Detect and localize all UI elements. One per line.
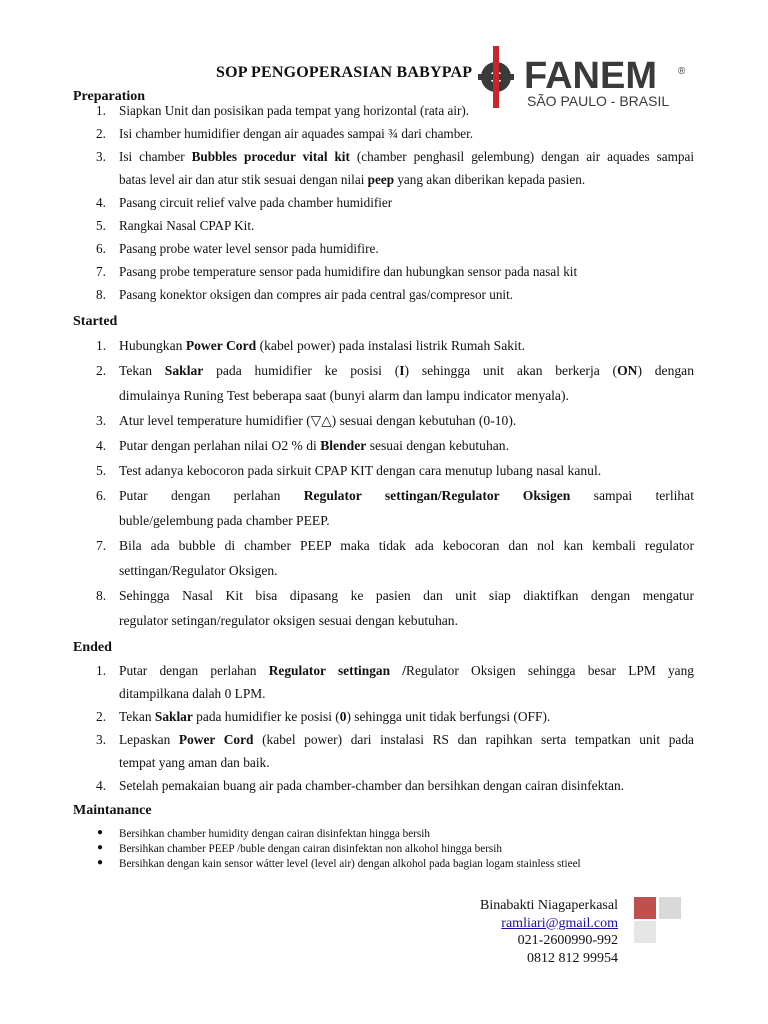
text-run: ) sehingga unit tidak berfungsi (OFF). bbox=[346, 709, 551, 724]
bold-term: Regulator settingan bbox=[268, 663, 391, 678]
step-line bbox=[119, 264, 694, 287]
started-list bbox=[0, 338, 768, 638]
bold-term: Power Cord bbox=[185, 338, 257, 353]
started-step bbox=[0, 338, 768, 363]
text-run: Putar dengan perlahan bbox=[119, 663, 269, 678]
step-text bbox=[119, 463, 694, 488]
step-text bbox=[119, 195, 694, 218]
text-run: sampai terlihat bbox=[570, 488, 694, 503]
bullet-icon: ● bbox=[97, 842, 104, 853]
maintenance-text: Bersihkan chamber PEEP /buble dengan cairan disinfektan non alkohol hingga bersih bbox=[119, 843, 502, 855]
phone-mobile: 0812 812 99954 bbox=[527, 950, 618, 966]
step-text bbox=[119, 413, 694, 438]
ended-step bbox=[0, 778, 768, 801]
step-line bbox=[119, 438, 694, 463]
step-line bbox=[119, 363, 694, 388]
step-text bbox=[119, 218, 694, 241]
text-run: Tekan bbox=[119, 709, 155, 724]
document-title: SOP PENGOPERASIAN BABYPAP bbox=[216, 64, 473, 81]
step-number: 5. bbox=[96, 463, 107, 478]
preparation-step bbox=[0, 103, 768, 126]
heading-maintenance: Maintanance bbox=[73, 803, 152, 818]
step-line bbox=[119, 778, 694, 801]
bold-term: Power Cord bbox=[178, 732, 254, 747]
text-run: ) sehingga unit akan berkerja ( bbox=[404, 363, 618, 378]
phone-office: 021-2600990-992 bbox=[517, 933, 618, 948]
step-line bbox=[119, 513, 694, 538]
step-line bbox=[119, 172, 694, 195]
text-run: Regulator Oksigen sehingga besar LPM yang bbox=[406, 663, 694, 678]
step-number: 2. bbox=[96, 363, 107, 378]
step-line bbox=[119, 195, 694, 218]
text-run: Hubungkan bbox=[119, 338, 186, 353]
maintenance-text: Bersihkan chamber humidity dengan cairan disinfektan hingga bersih bbox=[119, 828, 430, 840]
started-step bbox=[0, 488, 768, 538]
step-text bbox=[119, 663, 694, 709]
step-number: 5. bbox=[96, 218, 106, 233]
step-text bbox=[119, 264, 694, 287]
started-step bbox=[0, 538, 768, 588]
step-number: 1. bbox=[96, 663, 107, 678]
bullet-icon: ● bbox=[97, 827, 104, 838]
step-number: 7. bbox=[96, 264, 106, 279]
step-line bbox=[119, 538, 694, 563]
bold-term: / bbox=[390, 663, 407, 678]
step-number: 2. bbox=[96, 126, 106, 141]
text-run: settingan/Regulator Oksigen. bbox=[119, 563, 278, 578]
maintenance-text: Bersihkan dengan kain sensor wátter level (level air) dengan alkohol pada bagian logam stainless stieel bbox=[119, 858, 581, 870]
bold-term: Regulator settingan/Regulator Oksigen bbox=[303, 488, 571, 503]
text-run: yang akan diberikan kepada pasien. bbox=[394, 172, 586, 187]
step-number: 8. bbox=[96, 588, 107, 603]
step-line bbox=[119, 388, 694, 413]
step-text bbox=[119, 363, 694, 413]
decor-square-grey bbox=[659, 897, 681, 919]
step-line bbox=[119, 732, 694, 755]
bold-term: Bubbles procedur vital kit bbox=[191, 149, 350, 164]
step-text bbox=[119, 287, 694, 310]
heading-ended: Ended bbox=[73, 640, 112, 655]
step-line bbox=[119, 463, 694, 488]
maintenance-item bbox=[0, 828, 768, 843]
step-line bbox=[119, 686, 694, 709]
preparation-step bbox=[0, 264, 768, 287]
step-text bbox=[119, 538, 694, 588]
text-run: Pasang probe water level sensor pada humidifire. bbox=[119, 241, 379, 256]
text-run: (kabel power) pada instalasi listrik Rumah Sakit. bbox=[256, 338, 525, 353]
heading-preparation: Preparation bbox=[73, 89, 146, 104]
bullet-icon: ● bbox=[97, 857, 104, 868]
ended-step bbox=[0, 663, 768, 709]
contact-block bbox=[480, 897, 618, 967]
text-run: pada humidifier ke posisi ( bbox=[203, 363, 400, 378]
text-run: Isi chamber humidifier dengan air aquades sampai ¾ dari chamber. bbox=[119, 126, 474, 141]
step-line bbox=[119, 218, 694, 241]
preparation-step bbox=[0, 126, 768, 149]
logo-brand: FANEM bbox=[524, 55, 657, 97]
text-run: Rangkai Nasal CPAP Kit. bbox=[119, 218, 255, 233]
step-text bbox=[119, 241, 694, 264]
started-step bbox=[0, 413, 768, 438]
text-run: Bila ada bubble di chamber PEEP maka tidak ada kebocoran dan nol kan kembali regulator bbox=[119, 538, 694, 553]
started-step bbox=[0, 588, 768, 638]
step-text bbox=[119, 778, 694, 801]
step-number: 8. bbox=[96, 287, 106, 302]
text-run: Pasang circuit relief valve pada chamber humidifier bbox=[119, 195, 393, 210]
text-run: (kabel power) dari instalasi RS dan rapihkan serta tempatkan unit pada bbox=[253, 732, 694, 747]
text-run: pada humidifier ke posisi ( bbox=[192, 709, 340, 724]
started-step bbox=[0, 363, 768, 413]
step-line bbox=[119, 755, 694, 778]
text-run: regulator setingan/regulator oksigen sesuai dengan kebutuhan. bbox=[119, 613, 458, 628]
ended-list bbox=[0, 663, 768, 801]
text-run: tempat yang aman dan baik. bbox=[119, 755, 270, 770]
text-run: Pasang konektor oksigen dan compres air pada central gas/compresor unit. bbox=[119, 287, 514, 302]
bold-term: peep bbox=[367, 172, 395, 187]
step-number: 3. bbox=[96, 149, 106, 164]
preparation-step bbox=[0, 149, 768, 195]
decor-square-light bbox=[634, 921, 656, 943]
step-number: 6. bbox=[96, 241, 106, 256]
step-text bbox=[119, 709, 694, 732]
text-run: Isi chamber bbox=[119, 149, 192, 164]
text-run: Putar dengan perlahan nilai O2 % di bbox=[119, 438, 321, 453]
bold-term: ON bbox=[617, 363, 638, 378]
step-number: 7. bbox=[96, 538, 107, 553]
preparation-step bbox=[0, 195, 768, 218]
text-run: Setelah pemakaian buang air pada chamber-chamber dan bersihkan dengan cairan disinfektan. bbox=[119, 778, 625, 793]
text-run: Putar dengan perlahan bbox=[119, 488, 304, 503]
step-number: 3. bbox=[96, 732, 107, 747]
preparation-step bbox=[0, 241, 768, 264]
logo-registered: ® bbox=[678, 66, 686, 77]
step-text bbox=[119, 103, 694, 126]
step-text bbox=[119, 149, 694, 195]
maintenance-item bbox=[0, 858, 768, 873]
step-line bbox=[119, 413, 694, 438]
bold-term: Saklar bbox=[154, 709, 193, 724]
heading-started: Started bbox=[73, 314, 118, 329]
email-link[interactable]: ramliari@gmail.com bbox=[501, 915, 618, 931]
text-run: dimulainya Runing Test beberapa saat (bunyi alarm dan lampu indicator menyala). bbox=[119, 388, 569, 403]
started-step bbox=[0, 463, 768, 488]
step-text bbox=[119, 732, 694, 778]
company-name: Binabakti Niagaperkasal bbox=[479, 898, 618, 913]
step-text bbox=[119, 588, 694, 638]
text-run: ) dengan bbox=[637, 363, 694, 378]
step-text bbox=[119, 338, 694, 363]
text-run: Test adanya kebocoron pada sirkuit CPAP KIT dengan cara menutup lubang nasal kanul. bbox=[119, 463, 602, 478]
bold-term: Saklar bbox=[164, 363, 204, 378]
step-line bbox=[119, 563, 694, 588]
step-number: 3. bbox=[96, 413, 107, 428]
fanem-gear-icon bbox=[478, 46, 514, 108]
text-run: Tekan bbox=[119, 363, 165, 378]
text-run: batas level air dan atur stik sesuai dengan nilai bbox=[119, 172, 368, 187]
step-line bbox=[119, 709, 694, 732]
maintenance-list bbox=[0, 828, 768, 873]
step-line bbox=[119, 588, 694, 613]
text-run: Atur level temperature humidifier (▽△) sesuai dengan kebutuhan (0-10). bbox=[119, 413, 517, 428]
step-line bbox=[119, 663, 694, 686]
bold-term: 0 bbox=[339, 709, 347, 724]
step-line bbox=[119, 613, 694, 638]
step-number: 1. bbox=[96, 103, 106, 118]
text-run: sesuai dengan kebutuhan. bbox=[366, 438, 509, 453]
text-run: ditampilkana dalah 0 LPM. bbox=[119, 686, 266, 701]
text-run: Lepaskan bbox=[119, 732, 179, 747]
text-run: Pasang probe temperature sensor pada humidifire dan hubungkan sensor pada nasal kit bbox=[119, 264, 578, 279]
step-number: 4. bbox=[96, 438, 107, 453]
step-line bbox=[119, 241, 694, 264]
bold-term: Blender bbox=[320, 438, 367, 453]
step-line bbox=[119, 338, 694, 363]
preparation-step bbox=[0, 287, 768, 310]
ended-step bbox=[0, 709, 768, 732]
step-number: 6. bbox=[96, 488, 107, 503]
decor-square-red bbox=[634, 897, 656, 919]
logo-tagline: SÃO PAULO - BRASIL bbox=[527, 93, 670, 109]
bold-term: I bbox=[399, 363, 405, 378]
step-number: 1. bbox=[96, 338, 107, 353]
step-line bbox=[119, 103, 694, 126]
step-number: 2. bbox=[96, 709, 107, 724]
preparation-step bbox=[0, 218, 768, 241]
maintenance-item bbox=[0, 843, 768, 858]
text-run: Siapkan Unit dan posisikan pada tempat yang horizontal (rata air). bbox=[119, 103, 470, 118]
step-line bbox=[119, 149, 694, 172]
text-run: Sehingga Nasal Kit bisa dipasang ke pasien dan unit siap diaktifkan dengan mengatur bbox=[119, 588, 694, 603]
step-number: 4. bbox=[96, 778, 107, 793]
preparation-list bbox=[0, 103, 768, 310]
ended-step bbox=[0, 732, 768, 778]
step-line bbox=[119, 488, 694, 513]
step-line bbox=[119, 126, 694, 149]
step-text bbox=[119, 438, 694, 463]
step-text bbox=[119, 126, 694, 149]
started-step bbox=[0, 438, 768, 463]
text-run: (chamber penghasil gelembung) dengan air aquades sampai bbox=[349, 149, 695, 164]
step-text bbox=[119, 488, 694, 538]
step-number: 4. bbox=[96, 195, 106, 210]
text-run: buble/gelembung pada chamber PEEP. bbox=[119, 513, 330, 528]
step-line bbox=[119, 287, 694, 310]
